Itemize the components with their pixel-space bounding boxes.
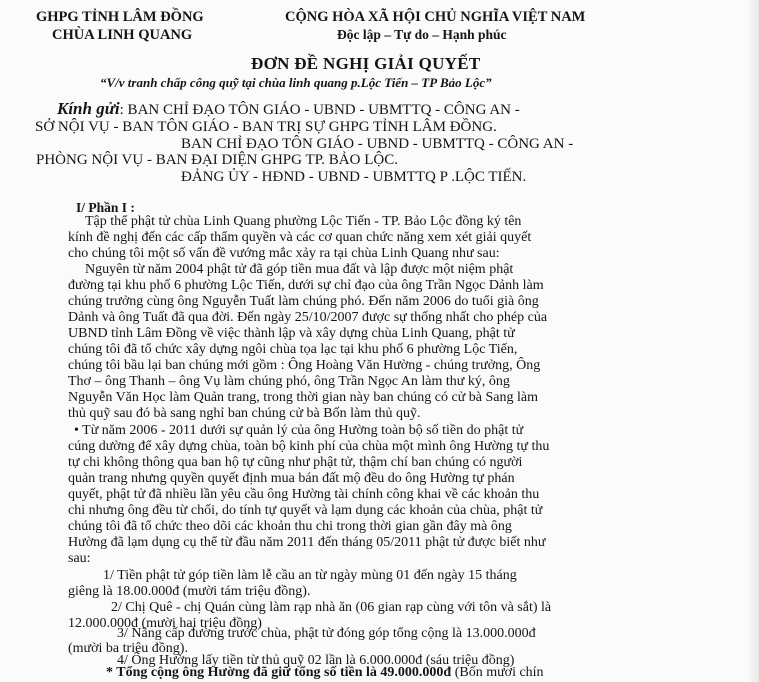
paragraph-line: Thơ – ông Thanh – ông Vụ làm chúng phó, ông Trần Ngọc An làm thư ký, ông — [68, 374, 510, 389]
paragraph-line: chúng tôi bầu lại ban chúng mới gồm : Ông Hoàng Văn Hường - chúng trưởng, Ông — [68, 358, 541, 373]
paragraph-line: chúng trưởng cùng ông Nguyễn Tuất làm chúng phó. Đến năm 2006 do tuổi già ông — [68, 294, 539, 309]
list-item-1: 1/ Tiền phật tử góp tiền làm lễ cầu an từ ngày mùng 01 đến ngày 15 tháng — [103, 568, 517, 583]
total-amount-words: (Bốn mươi chín — [451, 665, 544, 680]
paragraph-line: Dảnh và ông Tuất đã qua đời. Đến ngày 25/10/2007 được sự thống nhất cho phép của — [68, 310, 548, 325]
paragraph-line: chi nhưng ông đều từ chối, do tính tự quyết và lạm dụng các khoản của chùa, phật tử — [68, 503, 543, 518]
national-motto: Độc lập – Tự do – Hạnh phúc — [337, 27, 507, 42]
list-item-3-cont: (mười ba triệu đồng). — [68, 641, 188, 656]
document-title: ĐƠN ĐỀ NGHỊ GIẢI QUYẾT — [251, 54, 481, 73]
paragraph-line: Hường đã lạm dụng cụ thể từ đầu năm 2011 đến tháng 05/2011 phật tử được biết như — [68, 535, 546, 550]
paragraph-line: quản trang nhưng quyền quyết định mua bán đất mộ đều do ông Hường tự phán — [68, 471, 515, 486]
recipients-line-1: SỞ NỘI VỤ - BAN TÔN GIÁO - BAN TRỊ SỰ GHPG TỈNH LÂM ĐỒNG. — [35, 119, 497, 135]
section-heading: I/ Phần I : — [76, 200, 135, 215]
national-title: CỘNG HÒA XÃ HỘI CHỦ NGHĨA VIỆT NAM — [285, 9, 586, 25]
list-item-4: 4/ Ông Hường lấy tiền từ thủ quỹ 02 lần là 6.000.000đ (sáu triệu đồng) — [117, 653, 515, 668]
paragraph-line: thủ quỹ sau đó bà sang nghỉ ban chúng cử bà Bốn làm thủ quỹ. — [68, 406, 421, 421]
document-subject: “V/v tranh chấp công quỹ tại chùa linh quang p.Lộc Tiến – TP Bảo Lộc” — [100, 75, 492, 90]
paragraph-line: tự chi không thông qua ban hộ tự cũng như phật tử, thậm chí ban chúng có người — [68, 455, 523, 470]
org-name-line2: CHÙA LINH QUANG — [52, 27, 193, 43]
paragraph-line: chúng tôi đã tổ chức theo dõi các khoản thu chi trong thời gian gần đây mà ông — [68, 519, 512, 534]
total-line — [106, 665, 544, 681]
paragraph-line: Nguyễn Văn Học làm Quản trang, trong thời gian này ban chúng có cử bà Sang làm — [68, 390, 539, 405]
paragraph-text: Từ năm 2006 - 2011 dưới sự quản lý của ông Hường toàn bộ số tiền do phật tử — [82, 423, 524, 438]
recipients-line-2: BAN CHỈ ĐẠO TÔN GIÁO - UBND - UBMTTQ - CÔNG AN - — [181, 136, 574, 152]
recipient-text: : BAN CHỈ ĐẠO TÔN GIÁO - UBND - UBMTTQ - CÔNG AN - — [119, 102, 520, 118]
list-item-3: 3/ Nâng cấp đường trước chùa, phật tử đóng góp tổng cộng là 13.000.000đ — [117, 626, 536, 641]
list-item-1-cont: giêng là 18.00.000đ (mười tám triệu đồng). — [68, 584, 311, 599]
paragraph-line: • Từ năm 2006 - 2011 dưới sự quản lý của ông Hường toàn bộ số tiền do phật tử — [74, 423, 524, 438]
recipients-label: Kính gửi — [57, 99, 120, 118]
paragraph-line: Nguyên từ năm 2004 phật tử đã góp tiền mua đất và lập được một niệm phật — [85, 262, 514, 277]
recipients-line-4: ĐẢNG ỦY - HĐND - UBND - UBMTTQ P .LỘC TIẾN. — [181, 169, 527, 185]
list-item-2: 2/ Chị Quê - chị Quán cùng làm rạp nhà ăn (06 gian rạp cùng với tôn và sắt) là — [111, 600, 552, 615]
paragraph-line: quyết, phật tử đã nhiều lần yêu cầu ông Hường tài chính công khai về các khoản thu — [68, 487, 540, 502]
list-item-2-cont: 12.000.000đ (mười hai triệu đồng) — [68, 616, 262, 631]
paragraph-line: cho chúng tôi một số vấn đề vướng mắc xảy ra tại chùa Linh Quang như sau: — [68, 246, 500, 261]
paragraph-line: sau: — [68, 551, 91, 566]
paragraph-line: chúng tôi đã tổ chức xây dựng ngôi chùa tọa lạc tại khu phố 6 phường Lộc Tiến, — [68, 342, 518, 357]
paragraph-line: UBND tỉnh Lâm Đồng về việc thành lập và xây dựng chùa Linh Quang, phật tử — [68, 326, 515, 341]
scan-edge-shadow — [747, 0, 759, 682]
org-name-line1: GHPG TỈNH LÂM ĐỒNG — [36, 9, 204, 25]
paragraph-line: kính đề nghị đến các cấp thẩm quyền và các cơ quan chức năng xem xét giải quyết — [68, 230, 532, 245]
recipients-line-3: PHÒNG NỘI VỤ - BAN ĐẠI DIỆN GHPG TP. BẢO LỘC. — [36, 152, 398, 168]
paragraph-line: cúng dường để xây dựng chùa, toàn bộ kinh phí của chùa một mình ông Hường tự thu — [68, 439, 550, 454]
recipients-line-0 — [57, 99, 520, 119]
total-amount-text: * Tổng cộng ông Hường đã giữ tổng số tiền là 49.000.000đ — [106, 665, 452, 680]
paragraph-line: Tập thể phật tử chùa Linh Quang phường Lộc Tiến - TP. Bảo Lộc đồng ký tên — [85, 214, 522, 229]
paragraph-line: đường tại khu phố 6 phường Lộc Tiến, dưới sự chỉ đạo của ông Trần Ngọc Dảnh làm — [68, 278, 544, 293]
